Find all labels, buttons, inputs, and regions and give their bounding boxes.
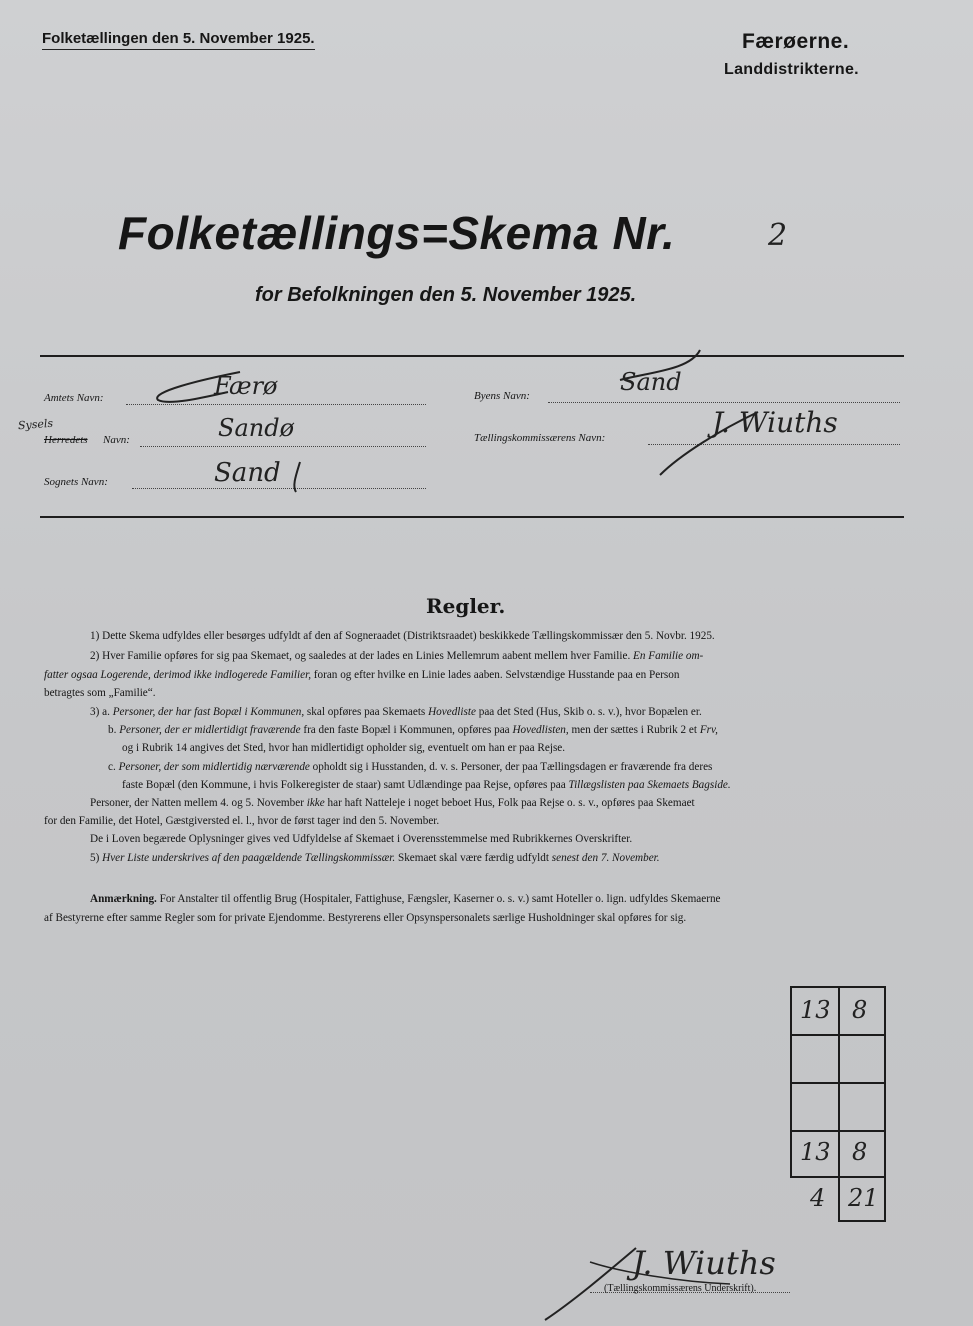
kommissaer-value: J. Wiuths xyxy=(712,406,838,439)
anmaerkning-line-1: Anmærkning. For Anstalter til offentlig Brug (Hospitaler, Fattighuse, Fængsler, Kaserner o. s. v.) samt Hoteller o. lign. udfyldes Skemaerne xyxy=(90,893,721,905)
herred-label: Navn: xyxy=(103,434,130,446)
form-subtitle: for Befolkningen den 5. November 1925. xyxy=(255,284,637,306)
rule-line-12: De i Loven begærede Oplysninger gives ved Udfyldelse af Skemaet i Overensstemmelse med Rubrikkernes Overskrifter. xyxy=(90,833,633,845)
rule-line-8: c. Personer, der som midlertidig nærværende opholdt sig i Husstanden, d. v. s. Personer, der paa Tællingsdagen er fraværende fra deres xyxy=(108,761,713,773)
rule-line-4: betragtes som „Familie“. xyxy=(44,687,156,699)
form-title: Folketællings=Skema Nr. xyxy=(118,207,676,259)
signature-handwriting: J. Wiuths xyxy=(632,1244,776,1282)
herred-label-struck: Herredets xyxy=(44,434,88,446)
amt-label: Amtets Navn: xyxy=(44,392,104,404)
tally-r1-right: 8 xyxy=(852,996,868,1024)
kommissaer-label: Tællingskommissærens Navn: xyxy=(474,432,606,444)
by-label: Byens Navn: xyxy=(474,390,530,402)
rule-line-13: 5) Hver Liste underskrives af den paagældende Tællingskommissær. Skemaet skal være færdig udfyldt senest den 7. November. xyxy=(90,852,660,864)
tally-r4-left: 13 xyxy=(800,1138,831,1166)
rule-line-2: 2) Hver Familie opføres for sig paa Skemaet, og saaledes at der lades en Linies Mellemrum aabent mellem hver Familie. En Familie om- xyxy=(90,650,704,662)
sogn-label: Sognets Navn: xyxy=(44,476,108,488)
rule-line-9: faste Bopæl (den Kommune, i hvis Folkeregister de staar) samt Udlændinge paa Rejse, opføres paa Tillægslisten paa Skemaets Bagside. xyxy=(122,779,731,791)
rule-line-7: og i Rubrik 14 angives det Sted, hvor han midlertidigt opholder sig, eventuelt om han er paa Rejse. xyxy=(122,742,566,754)
form-number-handwritten: 2 xyxy=(768,218,788,253)
rule-line-3: fatter ogsaa Logerende, derimod ikke indlogerede Familier, foran og efter hvilke en Linie lades aaben. Selvstændige Husstande paa en Person xyxy=(44,669,680,681)
anmaerkning-line-2: af Bestyrerne efter samme Regler som for private Ejendomme. Bestyrerens eller Opsynspersonalets særlige Husholdninger skal opføres for sig. xyxy=(44,912,687,924)
herred-overwrite: Sysels xyxy=(17,416,54,433)
header-district-type: Landdistrikterne. xyxy=(724,61,859,78)
tally-r1-left: 13 xyxy=(800,996,831,1024)
signature-caption: (Tællingskommissærens Underskrift). xyxy=(604,1283,757,1294)
herred-value: Sandø xyxy=(218,414,295,442)
regler-heading: Regler. xyxy=(426,594,506,618)
header-region: Færøerne. xyxy=(742,30,850,53)
amt-value: Færø xyxy=(214,372,278,400)
rule-line-5: 3) a. Personer, der har fast Bopæl i Kommunen, skal opføres paa Skemaets Hovedliste paa det Sted (Hus, Skib o. s. v.), hvor Bopælen er. xyxy=(90,706,702,718)
rule-line-11: for den Familie, det Hotel, Gæstgiversted el. l., hvor de først tager ind den 5. November. xyxy=(44,815,440,827)
rule-line-1: 1) Dette Skema udfyldes eller besørges udfyldt af den af Sogneraadet (Distriktsraadet) beskikkede Tællingskommissær den 5. Novbr. 1925. xyxy=(90,630,715,642)
header-census-date: Folketællingen den 5. November 1925. xyxy=(42,30,315,50)
tally-r5-right: 21 xyxy=(848,1184,879,1212)
rule-line-6: b. Personer, der er midlertidigt fraværende fra den faste Bopæl i Kommunen, opføres paa Hovedlisten, men der sættes i Rubrik 2 et Frv, xyxy=(108,724,718,736)
rule-line-10: Personer, der Natten mellem 4. og 5. November ikke har haft Natteleje i noget beboet Hus, Folk paa Rejse o. s. v., opføres paa Skemaet xyxy=(90,797,695,809)
by-value: Sand xyxy=(620,368,682,396)
tally-r4-right: 8 xyxy=(852,1138,868,1166)
sogn-value: Sand xyxy=(214,458,281,488)
tally-r5-left: 4 xyxy=(810,1184,826,1212)
